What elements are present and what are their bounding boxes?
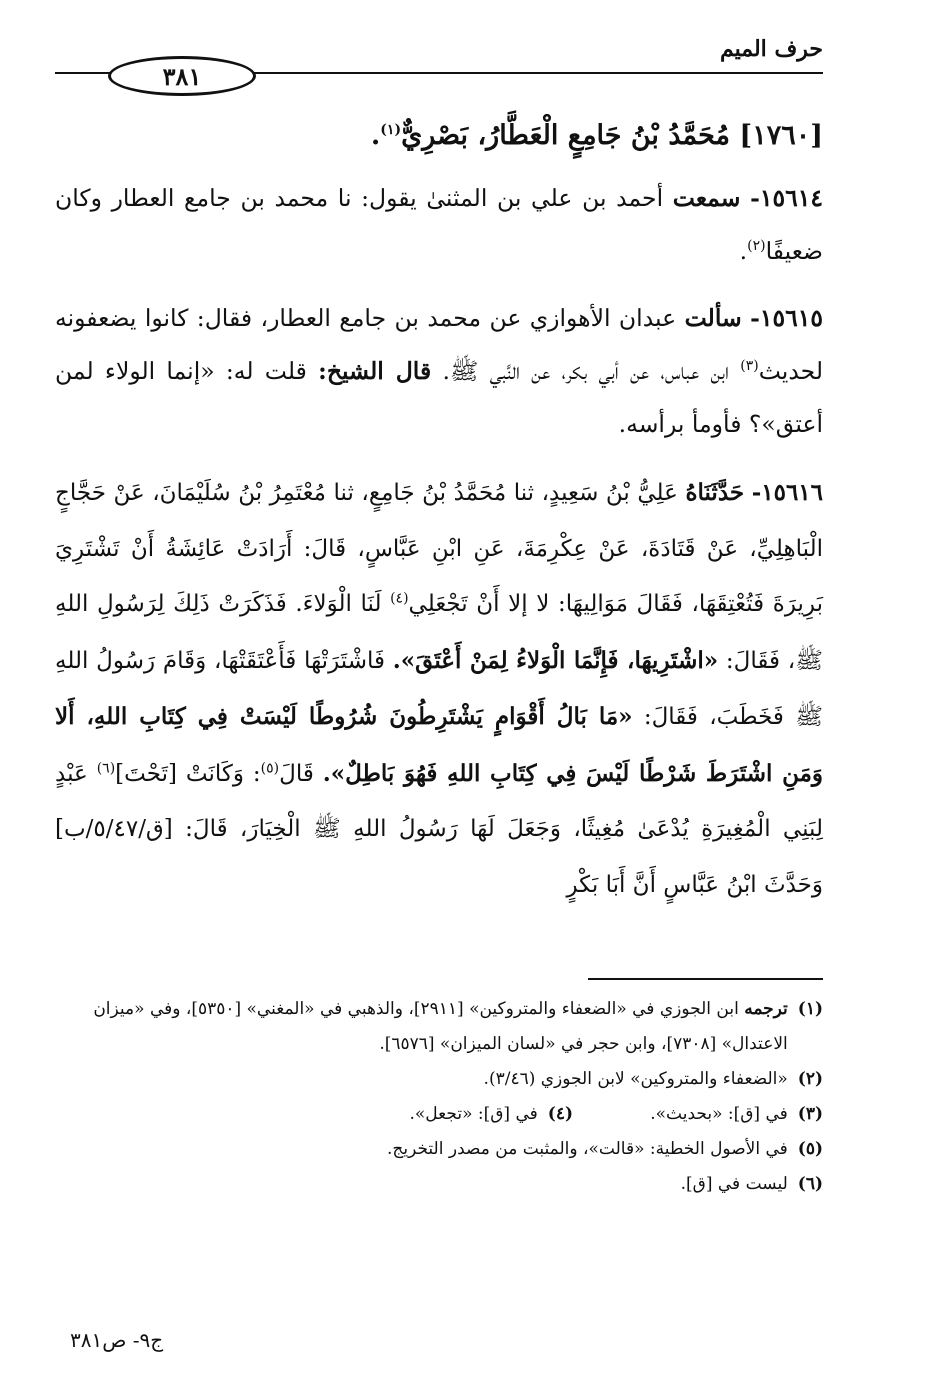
hadith-quote: «اشْتَرِيهَا، فَإِنَّمَا الْوَلاءُ لِمَنْ أَعْتَقَ». [392, 646, 719, 674]
narration-number: ١٥٦١٥- [750, 304, 823, 332]
running-title: حرف الميم [719, 36, 823, 62]
footnote-mark: (١) [797, 999, 823, 1019]
main-text [55, 112, 823, 927]
page-number: ٣٨١ [108, 56, 256, 96]
narration-text: قَالَ [279, 760, 314, 787]
entry-name: مُحَمَّدُ بْنُ جَامِعٍ الْعَطَّارُ، بَصْرِيٌّ [401, 120, 731, 151]
footnote-ref: (٢) [747, 238, 766, 255]
volume-page-reference: ج٩- ص٣٨١ [70, 1328, 164, 1352]
narration-number: ١٥٦١٤- [750, 184, 823, 212]
footnote-body: ابن الجوزي في «الضعفاء والمتروكين» [٢٩١١]، والذهبي في «المغني» [٥٣٥٠]، وفي «ميزان الاعتدال» [٧٣٠٨]، وابن حجر في «لسان الميزان» [٦٥٧٦]. [93, 999, 788, 1054]
narration-lead: سألت [684, 304, 742, 332]
footnote-mark: (٤) [547, 1104, 573, 1124]
footnote-ref: (٤) [390, 590, 409, 607]
narration-text: عَبْدٍ لِبَنِي الْمُغِيرَةِ يُدْعَىٰ مُغِيثًا، وَجَعَلَ لَهَا رَسُولُ اللهِ ﷺ الْخِيَارَ، قَالَ: [ق/٥/٤٧/ب] وَحَدَّثَ ابْنُ عَبَّاسٍ أَنَّ أَبَا بَكْرٍ [55, 760, 823, 898]
footnotes [55, 992, 823, 1202]
narration-text: : وَكَانَتْ [تَحْتَ] [115, 760, 261, 787]
narration-text: فَاشْتَرَتْهَا فَأَعْتَقَتْهَا، وَقَامَ رَسُولُ اللهِ ﷺ فَخَطَبَ، فَقَالَ: [55, 647, 823, 730]
footnote-ref: (١) [380, 122, 402, 138]
footnote-pair [55, 1097, 823, 1132]
narration-text: عبدان الأهوازي عن محمد بن جامع العطار، فقال: كانوا يضعفونه لحديث [55, 304, 823, 385]
footnote-mark: (٣) [797, 1104, 823, 1124]
footnote-mark: (٥) [797, 1139, 823, 1159]
footnote-ref: (٦) [96, 759, 116, 776]
footnote-text: في الأصول الخطية: «قالت»، والمثبت من مصدر التخريج. [386, 1139, 788, 1159]
footnote-4 [409, 1097, 573, 1132]
narration-text: عَلِيُّ بْنُ سَعِيدٍ، ثنا مُحَمَّدُ بْنُ جَامِعٍ، ثنا مُعْتَمِرُ بْنُ سُلَيْمَانَ، عَنْ حَجَّاجٍ الْبَاهِلِيِّ، عَنْ قَتَادَةَ، عَنْ عِكْرِمَةَ، عَنِ ابْنِ عَبَّاسٍ، قَالَ: أَرَادَتْ عَائِشَةُ أَنْ تَشْتَرِيَ بَرِيرَةَ فَتُعْتِقَهَا، فَقَالَ مَوَالِيهَا: لا إلا أَنْ تَجْعَلِي [55, 480, 823, 617]
narration-text: . [739, 237, 748, 265]
footnote-ref: (٥) [260, 759, 280, 776]
entry-number: [١٧٦٠] [739, 120, 823, 151]
narration-text: ابن عباس، عن أبي بكر، عن النَّبي ﷺ. [442, 357, 729, 385]
footnote-ref: (٣) [740, 358, 759, 375]
footnote-text [55, 992, 788, 1062]
footnote-text: «الضعفاء والمتروكين» لابن الجوزي (٣/٤٦). [483, 1069, 788, 1089]
hadith-quote: «مَا بَالُ أَقْوَامٍ يَشْتَرِطُونَ شُرُوطًا لَيْسَتْ فِي كِتَابِ اللهِ، أَلا وَمَنِ اشْتَرَطَ شَرْطًا لَيْسَ فِي كِتَابِ اللهِ فَهُوَ بَاطِلٌ». [55, 703, 824, 787]
footnote-1 [55, 992, 823, 1062]
footnote-rule [588, 978, 823, 980]
narration-text: لَنَا الْوَلاءَ. فَذَكَرَتْ ذَلِكَ لِرَسُولِ اللهِ ﷺ، فَقَالَ: [55, 591, 823, 674]
narration-15614 [55, 172, 823, 278]
narration-text: أحمد بن علي بن المثنىٰ يقول: نا محمد بن جامع العطار وكان ضعيفًا [55, 184, 823, 265]
footnote-2 [55, 1062, 823, 1097]
footnote-mark: (٦) [797, 1174, 823, 1194]
footnote-6 [55, 1167, 823, 1202]
page-header [55, 30, 823, 100]
footnote-text: في [ق]: «تجعل». [409, 1104, 538, 1124]
entry-end: . [370, 120, 381, 151]
footnote-5 [55, 1132, 823, 1167]
entry-heading [55, 112, 823, 160]
narration-lead: حَدَّثَنَاهُ [685, 479, 745, 506]
footnote-text: في [ق]: «بحديث». [650, 1104, 788, 1124]
footnote-text: ليست في [ق]. [680, 1174, 788, 1194]
narration-number: ١٥٦١٦- [751, 479, 824, 506]
narration-text: قلت له: «إنما الولاء لمن أعتق»؟ فأومأ برأسه. [55, 357, 823, 438]
narration-lead: سمعت [672, 184, 741, 212]
sheikh-remark: قال الشيخ: [318, 357, 432, 385]
footnote-mark: (٢) [797, 1069, 823, 1089]
footnote-3 [573, 1097, 823, 1132]
narration-15616 [55, 465, 823, 913]
footnote-lead: ترجمه [744, 999, 788, 1019]
narration-15615 [55, 292, 823, 451]
